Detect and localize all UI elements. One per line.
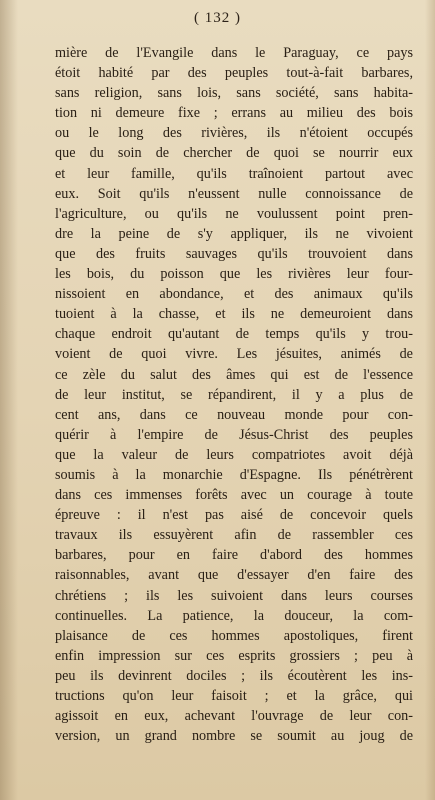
text-line: épreuve : il n'est pas aisé de concevoir quels [55,507,413,524]
text-line: raisonnables, avant que d'essayer d'en faire des [55,567,413,584]
text-line: que la valeur de leurs compatriotes avoit déjà [55,446,413,463]
text-line: de leur institut, se répandirent, il y a plus de [55,386,413,403]
text-line: chaque endroit qu'autant de temps qu'ils y trou- [55,326,413,343]
text-line: les bois, du poisson que les rivières leur four- [55,266,413,283]
text-line: tuoient à la chasse, et ils ne demeuroient dans [55,306,413,323]
text-line: tion ni demeure fixe ; errans au milieu des bois [55,105,413,122]
text-line: dans ces immenses forêts avec un courage à toute [55,487,413,504]
text-line: enfin impression sur ces esprits grossiers ; peu à [55,647,413,664]
text-line: continuelles. La patience, la douceur, la com- [55,607,413,624]
text-line: soumis à la monarchie d'Espagne. Ils pénétrèrent [55,466,413,483]
text-line: dre la peine de s'y appliquer, ils ne vivoient [55,225,413,242]
text-line: cent ans, dans ce nouveau monde pour con- [55,406,413,423]
text-line: plaisance de ces hommes apostoliques, firent [55,627,413,644]
page-edge-shadow [425,0,435,800]
text-line: l'agriculture, ou qu'ils ne voulussent point pren- [55,205,413,222]
text-line: travaux ils essuyèrent afin de rassembler ces [55,527,413,544]
text-line: étoit habité par des peuples tout-à-fait barbares, [55,65,413,82]
text-line: que du soin de chercher de quoi se nourrir eux [55,145,413,162]
text-line: mière de l'Evangile dans le Paraguay, ce pays [55,45,413,61]
page-number: ( 132 ) [194,10,241,26]
text-line: et leur famille, qu'ils traînoient partout avec [55,165,413,182]
text-line: barbares, pour en faire d'abord des hommes [55,547,413,564]
text-line: nissoient en abondance, et des animaux qu'ils [55,286,413,303]
text-line: quérir à l'empire de Jésus-Christ des peuples [55,426,413,443]
text-line: que des fruits sauvages qu'ils trouvoient dans [55,245,413,262]
text-line: tructions qu'on leur faisoit ; et la grâce, qui [55,688,413,704]
text-line: eux. Soit qu'ils n'eussent nulle connoissance de [55,185,413,202]
text-line: version, un grand nombre se soumit au joug de [55,728,413,745]
text-line: sans religion, sans lois, sans société, sans habita- [55,85,413,102]
text-line: agissoit en eux, achevant l'ouvrage de leur con- [55,708,413,725]
text-line: peu ils devinrent dociles ; ils écoutèrent les ins- [55,667,413,684]
text-line: ou le long des rivières, ils n'étoient occupés [55,125,413,142]
text-line: chrétiens ; ils les suivoient dans leurs courses [55,587,413,604]
text-line: voient de quoi vivre. Les jésuites, animés de [55,346,413,363]
spine-shadow [0,0,18,800]
text-line: ce zèle du salut des âmes qui est de l'essence [55,366,413,383]
body-text [55,43,413,746]
